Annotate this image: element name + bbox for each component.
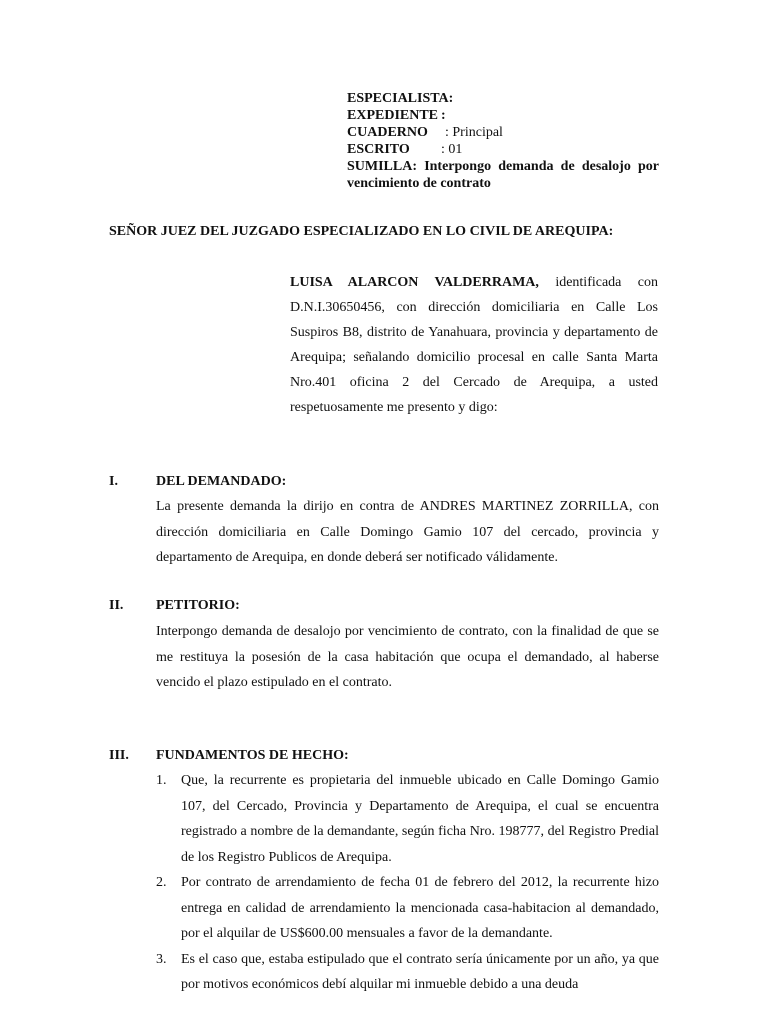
escrito-label: ESCRITO [347, 142, 410, 157]
section-number: II. [109, 598, 124, 613]
section-demandado [109, 472, 659, 571]
list-item [156, 768, 659, 870]
section-fundamentos [109, 746, 659, 998]
cuaderno-value: : Principal [445, 125, 503, 140]
facts-list [156, 768, 659, 998]
intro-text: identificada con D.N.I.30650456, con dirección domiciliaria en Calle Los Suspiros B8, distrito de Yanahuara, provincia y departamento de Arequipa; señalando domicilio procesal en calle Santa Marta Nro.401 oficina 2 del Cercado de Arequipa, a usted respetuosamente me presento y digo: [290, 275, 658, 415]
sumilla-value: : Interpongo demanda de desalojo por vencimiento de contrato [347, 159, 659, 191]
section-heading: FUNDAMENTOS DE HECHO: [156, 748, 349, 763]
list-item-text: Por contrato de arrendamiento de fecha 01 de febrero del 2012, la recurrente hizo entrega en calidad de arrendamiento la mencionada casa-habitacion al demandado, por el alquilar de US$600.00 mensuales a favor de la demandante. [181, 875, 659, 941]
especialista-row [347, 90, 659, 107]
section-heading: DEL DEMANDADO: [156, 474, 287, 489]
intro-paragraph [290, 270, 658, 420]
list-item-number: 1. [156, 773, 167, 788]
section-petitorio [109, 596, 659, 696]
addressee: SEÑOR JUEZ DEL JUZGADO ESPECIALIZADO EN LO CIVIL DE AREQUIPA: [109, 224, 614, 239]
sumilla-label: SUMILLA [347, 159, 413, 174]
especialista-label: ESPECIALISTA: [347, 91, 454, 106]
section-number: I. [109, 474, 118, 489]
case-header [347, 90, 659, 192]
list-item-text: Es el caso que, estaba estipulado que el contrato sería únicamente por un año, ya que por motivos económicos debí alquilar mi inmueble debido a una deuda [181, 951, 659, 992]
section-body: Interpongo demanda de desalojo por vencimiento de contrato, con la finalidad de que se me restituya la posesión de la casa habitación que ocupa el demandado, al haberse vencido el plazo estipulado en el contrato. [156, 624, 659, 690]
escrito-value: : 01 [441, 142, 463, 157]
list-item [156, 870, 659, 947]
section-title [109, 746, 659, 766]
section-title [109, 596, 659, 616]
expediente-label: EXPEDIENTE [347, 108, 439, 123]
cuaderno-row [347, 124, 659, 141]
section-number: III. [109, 748, 129, 763]
section-heading: PETITORIO: [156, 598, 240, 613]
cuaderno-label: CUADERNO [347, 125, 428, 140]
section-body: La presente demanda la dirijo en contra de ANDRES MARTINEZ ZORRILLA, con dirección domiciliaria en Calle Domingo Gamio 107 del cercado, provincia y departamento de Arequipa, en donde deberá ser notificado válidamente. [156, 499, 659, 565]
plaintiff-name: LUISA ALARCON VALDERRAMA, [290, 275, 539, 290]
expediente-row [347, 107, 659, 124]
list-item-number: 2. [156, 875, 167, 890]
sumilla-row [347, 158, 659, 192]
expediente-value: : [441, 108, 446, 123]
list-item-number: 3. [156, 951, 167, 967]
list-item-text: Que, la recurrente es propietaria del inmueble ubicado en Calle Domingo Gamio 107, del Cercado, Provincia y Departamento de Arequipa, el cual se encuentra registrado a nombre de la demandante, según ficha Nro. 198777, del Registro Predial de los Registro Publicos de Arequipa. [181, 773, 659, 865]
section-title [109, 472, 659, 492]
escrito-row [347, 141, 659, 158]
list-item [156, 947, 659, 998]
